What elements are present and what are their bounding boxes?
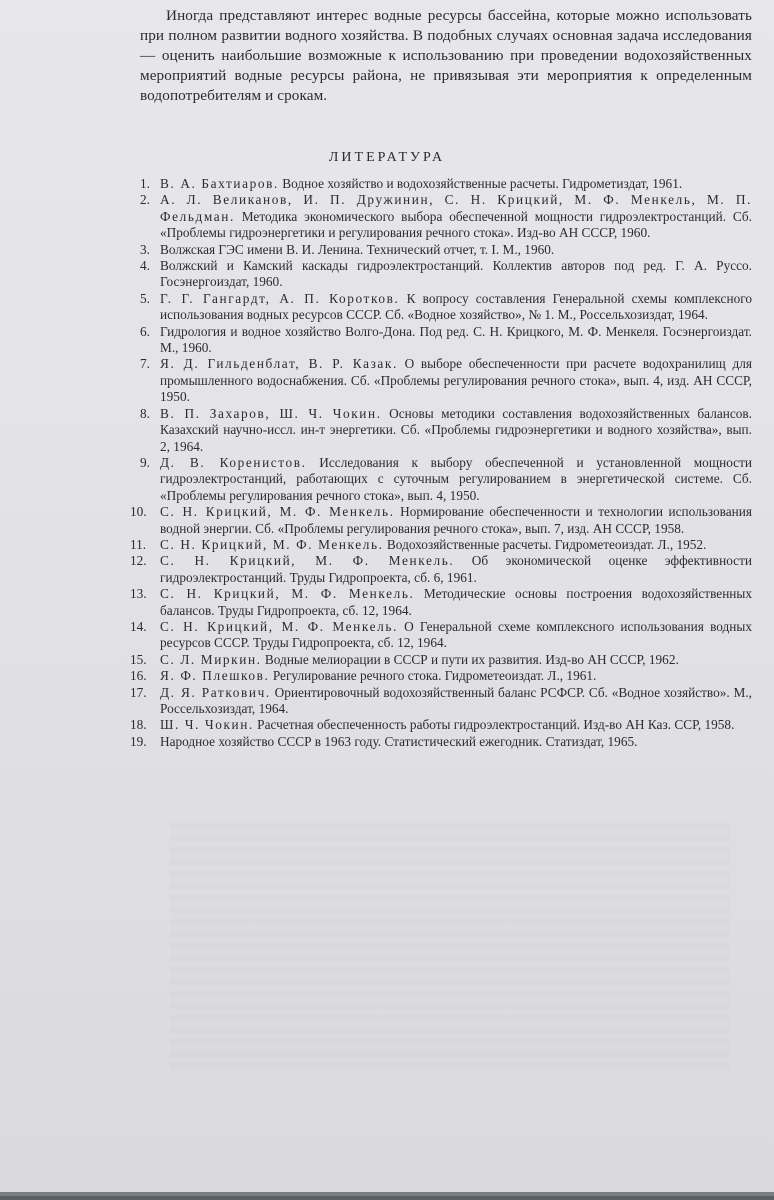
reference-item	[130, 668, 752, 684]
reference-number: 4.	[140, 258, 150, 274]
reference-number: 10.	[130, 504, 147, 520]
reference-number: 18.	[130, 717, 147, 733]
reference-authors: С. Н. Крицкий, М. Ф. Менкель.	[160, 536, 384, 552]
reference-authors: В. П. Захаров, Ш. Ч. Чокин.	[160, 405, 382, 421]
reference-text: Основы методики составления водохозяйственных балансов. Казахский научно-иссл. ин-т энергетики. Сб. «Проблемы гидроэнергетики и водного хозяйства», вып. 2, 1964.	[160, 405, 752, 454]
reference-number: 11.	[130, 536, 147, 552]
reference-text: Нормирование обеспеченности и технологии использования водной энергии. Сб. «Проблемы регулирования речного стока», вып. 7, изд. АН СССР, 1958.	[160, 504, 752, 536]
reference-authors: Г. Г. Гангардт, А. П. Коротков.	[160, 290, 400, 306]
reference-item	[140, 192, 752, 241]
reference-authors: Д. В. Коренистов.	[160, 454, 307, 470]
reference-item	[140, 356, 752, 405]
reference-authors: В. А. Бахтиаров.	[160, 176, 279, 191]
reference-item	[130, 586, 753, 619]
reference-text: Исследования к выбору обеспеченной и установленной мощности гидроэлектростанций, работающих с суточным регулированием в энергетической системе. Сб. «Проблемы регулирования речного стока», вып. 4, 1950.	[160, 454, 752, 503]
reference-number: 13.	[130, 586, 147, 602]
reference-list	[130, 176, 753, 750]
reference-authors: С. Н. Крицкий, М. Ф. Менкель.	[160, 618, 398, 634]
reference-number: 16.	[130, 668, 147, 684]
reference-item	[130, 651, 752, 668]
reference-item	[140, 242, 752, 258]
reference-authors: С. Н. Крицкий, М. Ф. Менкель.	[160, 586, 415, 602]
reference-number: 1.	[140, 176, 150, 191]
reference-item	[140, 258, 752, 291]
reference-authors: Ш. Ч. Чокин.	[160, 717, 254, 733]
reference-number: 9.	[140, 454, 150, 470]
reference-text: Гидрология и водное хозяйство Волго-Дона. Под ред. С. Н. Крицкого, М. Ф. Менкеля. Госэнергоиздат. М., 1960.	[160, 323, 752, 356]
reference-item	[130, 733, 752, 750]
reference-item	[130, 717, 752, 733]
reference-authors: Д. Я. Раткович.	[160, 684, 271, 700]
reference-authors: С. Н. Крицкий, М. Ф. Менкель.	[160, 553, 455, 569]
reference-number: 15.	[130, 651, 147, 667]
reference-text: Водохозяйственные расчеты. Гидрометеоиздат. Л., 1952.	[383, 536, 707, 552]
reference-authors: С. Л. Миркин.	[160, 651, 262, 667]
reference-text: Народное хозяйство СССР в 1963 году. Статистический ежегодник. Статиздат, 1965.	[160, 733, 638, 749]
reference-text: К вопросу составления Генеральной схемы комплексного использования водных ресурсов СССР. Сб. «Водное хозяйство», № 1. М., Россельхозиздат, 1964.	[160, 290, 752, 323]
reference-number: 17.	[130, 684, 147, 700]
reference-number: 8.	[140, 405, 150, 421]
reference-number: 2.	[140, 192, 150, 208]
reference-text: Ориентировочный водохозяйственный баланс РСФСР. Сб. «Водное хозяйство». М., Россельхозиздат, 1964.	[160, 684, 752, 716]
reference-item	[130, 684, 752, 718]
reference-text: Регулирование речного стока. Гидрометеоиздат. Л., 1961.	[269, 668, 597, 684]
reference-item	[140, 176, 752, 192]
reference-number: 19.	[130, 733, 147, 749]
reference-item	[130, 536, 752, 553]
reference-number: 3.	[140, 241, 150, 257]
intro-paragraph: Иногда представляют интерес водные ресурсы бассейна, которые можно использовать при полном развитии водного хозяйства. В подобных случаях основная задача исследования — оценить наибольшие возможные к использованию при проведении водохозяйственных мероприятий водные ресурсы района, не привязывая эти мероприятия к определенным водопотребителям и срокам.	[140, 7, 752, 104]
reference-number: 14.	[130, 618, 147, 634]
reference-text: Волжский и Камский каскады гидроэлектростанций. Коллектив авторов под ред. Г. А. Руссо. Госэнергоиздат, 1960.	[160, 258, 752, 290]
reference-number: 5.	[140, 290, 150, 306]
reference-item	[130, 618, 752, 652]
reference-text: Водное хозяйство и водохозяйственные расчеты. Гидрометиздат, 1961.	[278, 176, 683, 191]
reference-authors: С. Н. Крицкий, М. Ф. Менкель.	[160, 504, 395, 520]
reference-number: 12.	[130, 553, 147, 569]
reference-item	[130, 553, 752, 586]
reference-text: О Генеральной схеме комплексного использования водных ресурсов СССР. Труды Гидропроекта, сб. 12, 1964.	[160, 618, 752, 651]
reference-item	[130, 504, 752, 537]
reference-text: Водные мелиорации в СССР и пути их развития. Изд-во АН СССР, 1962.	[261, 651, 679, 667]
reference-authors: А. Л. Великанов, И. П. Дружинин, С. Н. Крицкий, М. Ф. Менкель, М. П. Фельдман.	[160, 192, 752, 224]
reference-text: Методические основы построения водохозяйственных балансов. Труды Гидропроекта, сб. 12, 1964.	[160, 586, 753, 618]
reference-text: Методика экономического выбора обеспеченной мощности гидроэлектростанций. Сб. «Проблемы гидроэнергетики и регулирования речного стока». Изд-во АН СССР, 1960.	[160, 208, 752, 241]
reference-number: 7.	[140, 356, 150, 372]
reference-text: О выборе обеспеченности при расчете водохранилищ для промышленного водоснабжения. Сб. «Проблемы регулирования речного стока», вып. 4, изд. АН СССР, 1950.	[160, 356, 752, 405]
reference-item	[140, 406, 752, 455]
reference-authors: Я. Ф. Плешков.	[160, 668, 270, 684]
reference-number: 6.	[140, 323, 150, 339]
references-heading: ЛИТЕРАТУРА	[328, 150, 446, 165]
reference-authors: Я. Д. Гильденблат, В. Р. Казак.	[160, 356, 398, 372]
reference-item	[140, 455, 752, 504]
reference-text: Волжская ГЭС имени В. И. Ленина. Технический отчет, т. I. М., 1960.	[160, 241, 555, 257]
reference-text: Об экономической оценке эффективности гидроэлектростанций. Труды Гидропроекта, сб. 6, 1961.	[160, 553, 752, 585]
show-through-texture	[170, 820, 730, 1070]
reference-item	[140, 324, 752, 357]
reference-text: Расчетная обеспеченность работы гидроэлектростанций. Изд-во АН Каз. ССР, 1958.	[253, 717, 735, 733]
reference-item	[140, 291, 752, 324]
